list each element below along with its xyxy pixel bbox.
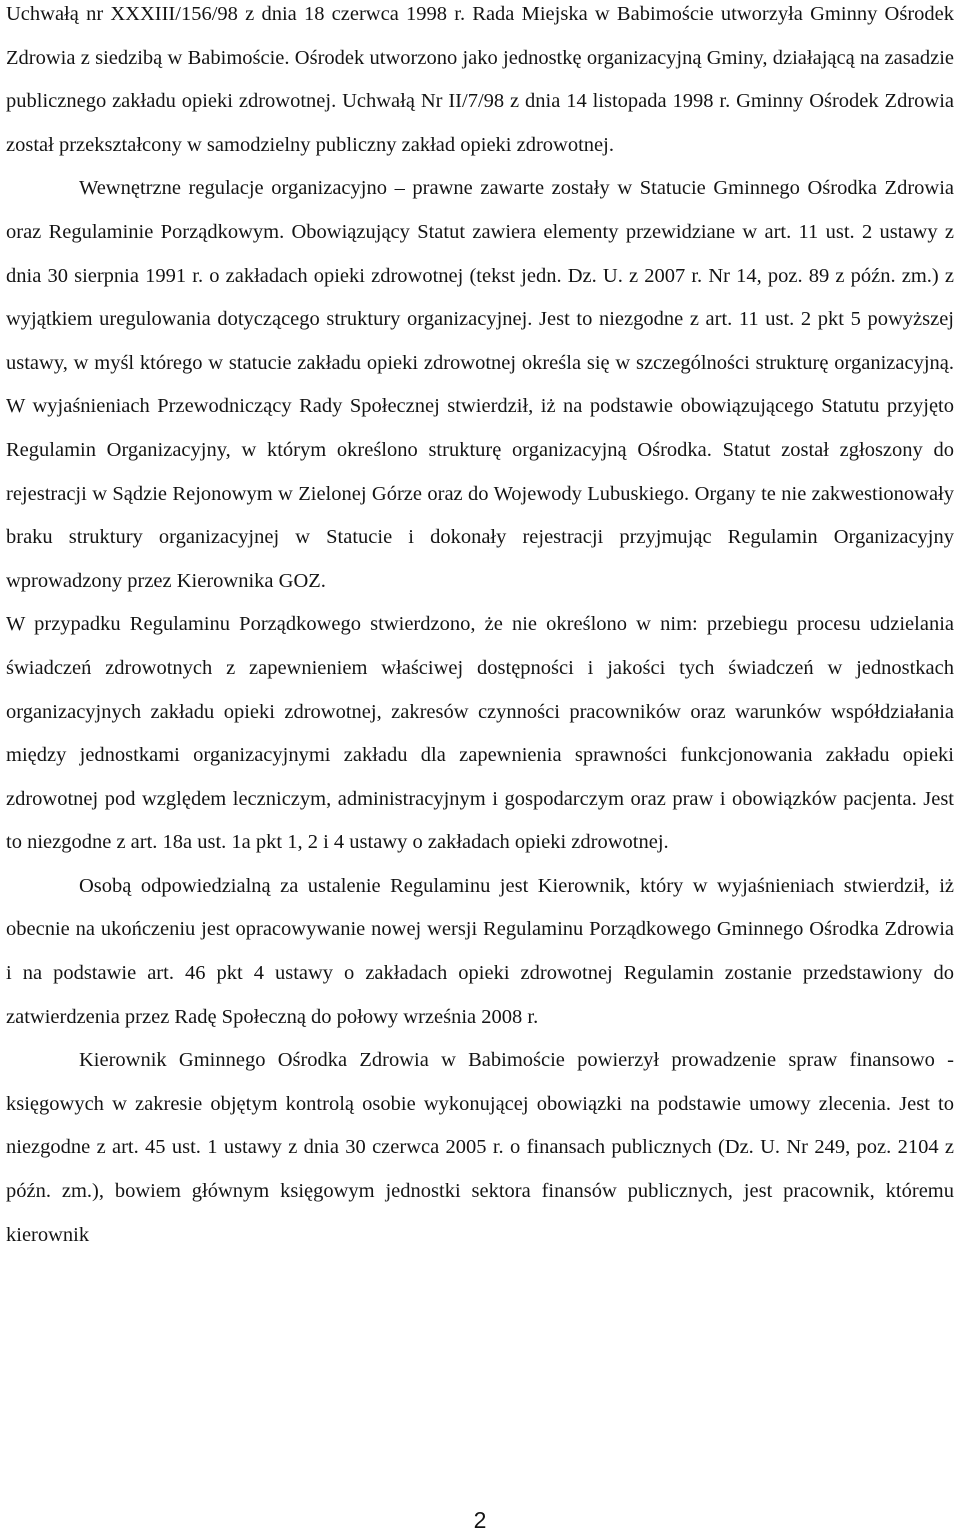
paragraph-gmina-health-centre-founding: Uchwałą nr XXXIII/156/98 z dnia 18 czerwca 1998 r. Rada Miejska w Babimoście utworzyła Gminny Ośrodek Zdrowia z siedzibą w Babimoście. Ośrodek utworzono jako jednostkę organizacyjną Gminy, działającą na zasadzie publicznego zakładu opieki zdrowotnej. Uchwałą Nr II/7/98 z dnia 14 listopada 1998 r. Gminny Ośrodek Zdrowia został przekształcony w samodzielny publiczny zakład opieki zdrowotnej. bbox=[6, 3, 954, 156]
document-page bbox=[6, 0, 954, 1257]
page-number: 2 bbox=[473, 1507, 487, 1533]
paragraph-internal-regulations: Wewnętrzne regulacje organizacyjno – prawne zawarte zostały w Statucie Gminnego Ośrodka Zdrowia oraz Regulaminie Porządkowym. Obowiązujący Statut zawiera elementy przewidziane w art. 11 ust. 2 ustawy z dnia 30 sierpnia 1991 r. o zakładach opieki zdrowotnej (tekst jedn. Dz. U. z 2007 r. Nr 14, poz. 89 z późn. zm.) z wyjątkiem uregulowania dotyczącego struktury organizacyjnej. Jest to niezgodne z art. 11 ust. 2 pkt 5 powyższej ustawy, w myśl którego w statucie zakładu opieki zdrowotnej określa się w szczególności strukturę organizacyjną. W wyjaśnieniach Przewodniczący Rady Społecznej stwierdził, iż na podstawie obowiązującego Statutu przyjęto Regulamin Organizacyjny, w którym określono strukturę organizacyjną Ośrodka. Statut został zgłoszony do rejestracji w Sądzie Rejonowym w Zielonej Górze oraz do Wojewody Lubuskiego. Organy te nie zakwestionowały braku struktury organizacyjnej w Statucie i dokonały rejestracji przyjmując Regulamin Organizacyjny wprowadzony przez Kierownika GOZ. bbox=[6, 177, 954, 592]
paragraph-financial-accounting: Kierownik Gminnego Ośrodka Zdrowia w Babimoście powierzył prowadzenie spraw finansowo - księgowych w zakresie objętym kontrolą osobie wykonującej obowiązki na podstawie umowy zlecenia. Jest to niezgodne z art. 45 ust. 1 ustawy z dnia 30 czerwca 2005 r. o finansach publicznych (Dz. U. Nr 249, poz. 2104 z późn. zm.), bowiem głównym księgowym jednostki sektora finansów publicznych, jest pracownik, któremu kierownik bbox=[6, 1049, 954, 1246]
paragraph-responsible-person: Osobą odpowiedzialną za ustalenie Regulaminu jest Kierownik, który w wyjaśnieniach stwierdził, iż obecnie na ukończeniu jest opracowywanie nowej wersji Regulaminu Porządkowego Gminnego Ośrodka Zdrowia i na podstawie art. 46 pkt 4 ustawy o zakładach opieki zdrowotnej Regulamin zostanie przedstawiony do zatwierdzenia przez Radę Społeczną do połowy września 2008 r. bbox=[6, 874, 954, 1028]
paragraph-order-regulations-findings: W przypadku Regulaminu Porządkowego stwierdzono, że nie określono w nim: przebiegu procesu udzielania świadczeń zdrowotnych z zapewnieniem właściwej dostępności i jakości tych świadczeń w jednostkach organizacyjnych zakładu opieki zdrowotnej, zakresów czynności pracowników oraz warunków współdziałania między jednostkami organizacyjnymi zakładu dla zapewnienia sprawności funkcjonowania zakładu opieki zdrowotnej pod względem leczniczym, administracyjnym i gospodarczym oraz praw i obowiązków pacjenta. Jest to niezgodne z art. 18a ust. 1a pkt 1, 2 i 4 ustawy o zakładach opieki zdrowotnej. bbox=[6, 613, 954, 854]
